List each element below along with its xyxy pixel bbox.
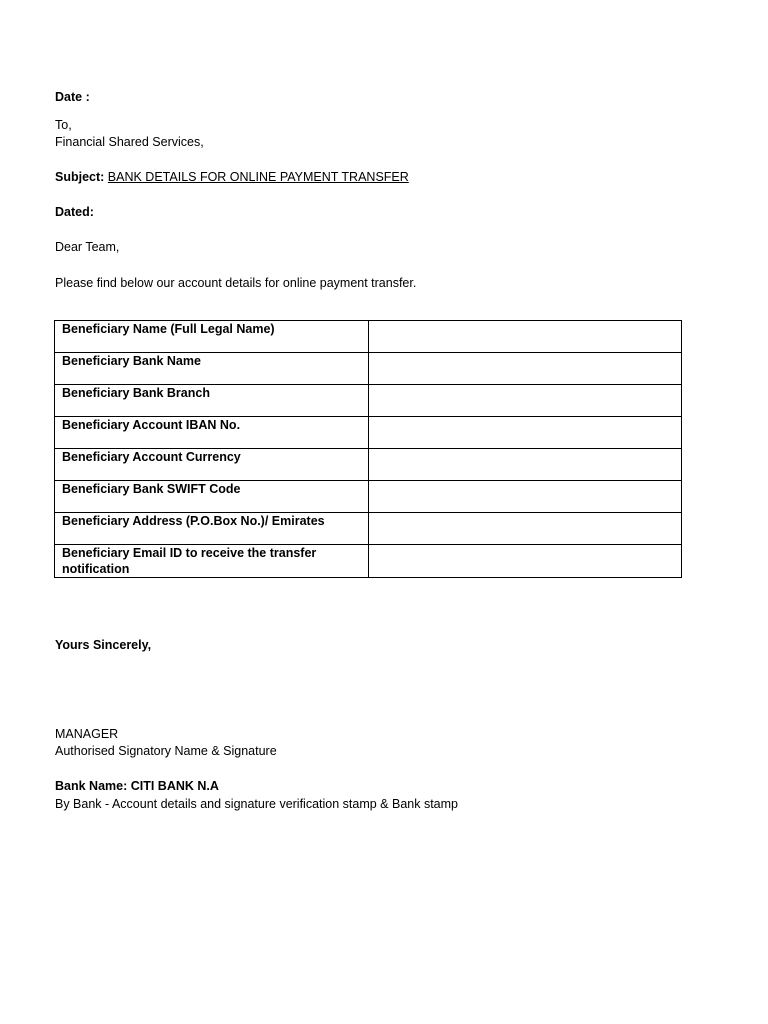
row-label-currency: Beneficiary Account Currency [55, 449, 369, 481]
stamp-note: By Bank - Account details and signature verification stamp & Bank stamp [55, 797, 458, 811]
date-label: Date : [55, 90, 90, 104]
row-label-bank-name: Beneficiary Bank Name [55, 353, 369, 385]
row-label-email: Beneficiary Email ID to receive the transfer notification [55, 545, 369, 578]
subject-label: Subject: [55, 170, 105, 184]
row-value-iban[interactable] [369, 417, 682, 449]
table-row [55, 481, 682, 513]
table-row [55, 353, 682, 385]
row-label-address: Beneficiary Address (P.O.Box No.)/ Emirates [55, 513, 369, 545]
table-row [55, 417, 682, 449]
sign-off: Yours Sincerely, [55, 638, 152, 652]
row-label-bank-branch: Beneficiary Bank Branch [55, 385, 369, 417]
table-row [55, 321, 682, 353]
row-value-bank-name[interactable] [369, 353, 682, 385]
signatory-line: Authorised Signatory Name & Signature [55, 744, 277, 758]
intro-paragraph: Please find below our account details for online payment transfer. [55, 276, 417, 290]
signatory-title: MANAGER [55, 727, 119, 741]
bank-details-table [54, 320, 682, 578]
table-row [55, 513, 682, 545]
row-value-address[interactable] [369, 513, 682, 545]
subject-line [55, 169, 409, 186]
table-row [55, 385, 682, 417]
row-label-beneficiary-name: Beneficiary Name (Full Legal Name) [55, 321, 369, 353]
recipient-line: Financial Shared Services, [55, 135, 204, 149]
subject-text: BANK DETAILS FOR ONLINE PAYMENT TRANSFER [107, 170, 409, 184]
bank-name: Bank Name: CITI BANK N.A [55, 779, 219, 793]
row-label-iban: Beneficiary Account IBAN No. [55, 417, 369, 449]
row-value-swift[interactable] [369, 481, 682, 513]
table-row [55, 449, 682, 481]
row-value-email[interactable] [369, 545, 682, 578]
greeting: Dear Team, [55, 240, 120, 254]
to-line: To, [55, 118, 72, 132]
dated-label: Dated: [55, 205, 94, 219]
row-value-currency[interactable] [369, 449, 682, 481]
row-label-swift: Beneficiary Bank SWIFT Code [55, 481, 369, 513]
row-value-bank-branch[interactable] [369, 385, 682, 417]
table-row [55, 545, 682, 578]
row-value-beneficiary-name[interactable] [369, 321, 682, 353]
